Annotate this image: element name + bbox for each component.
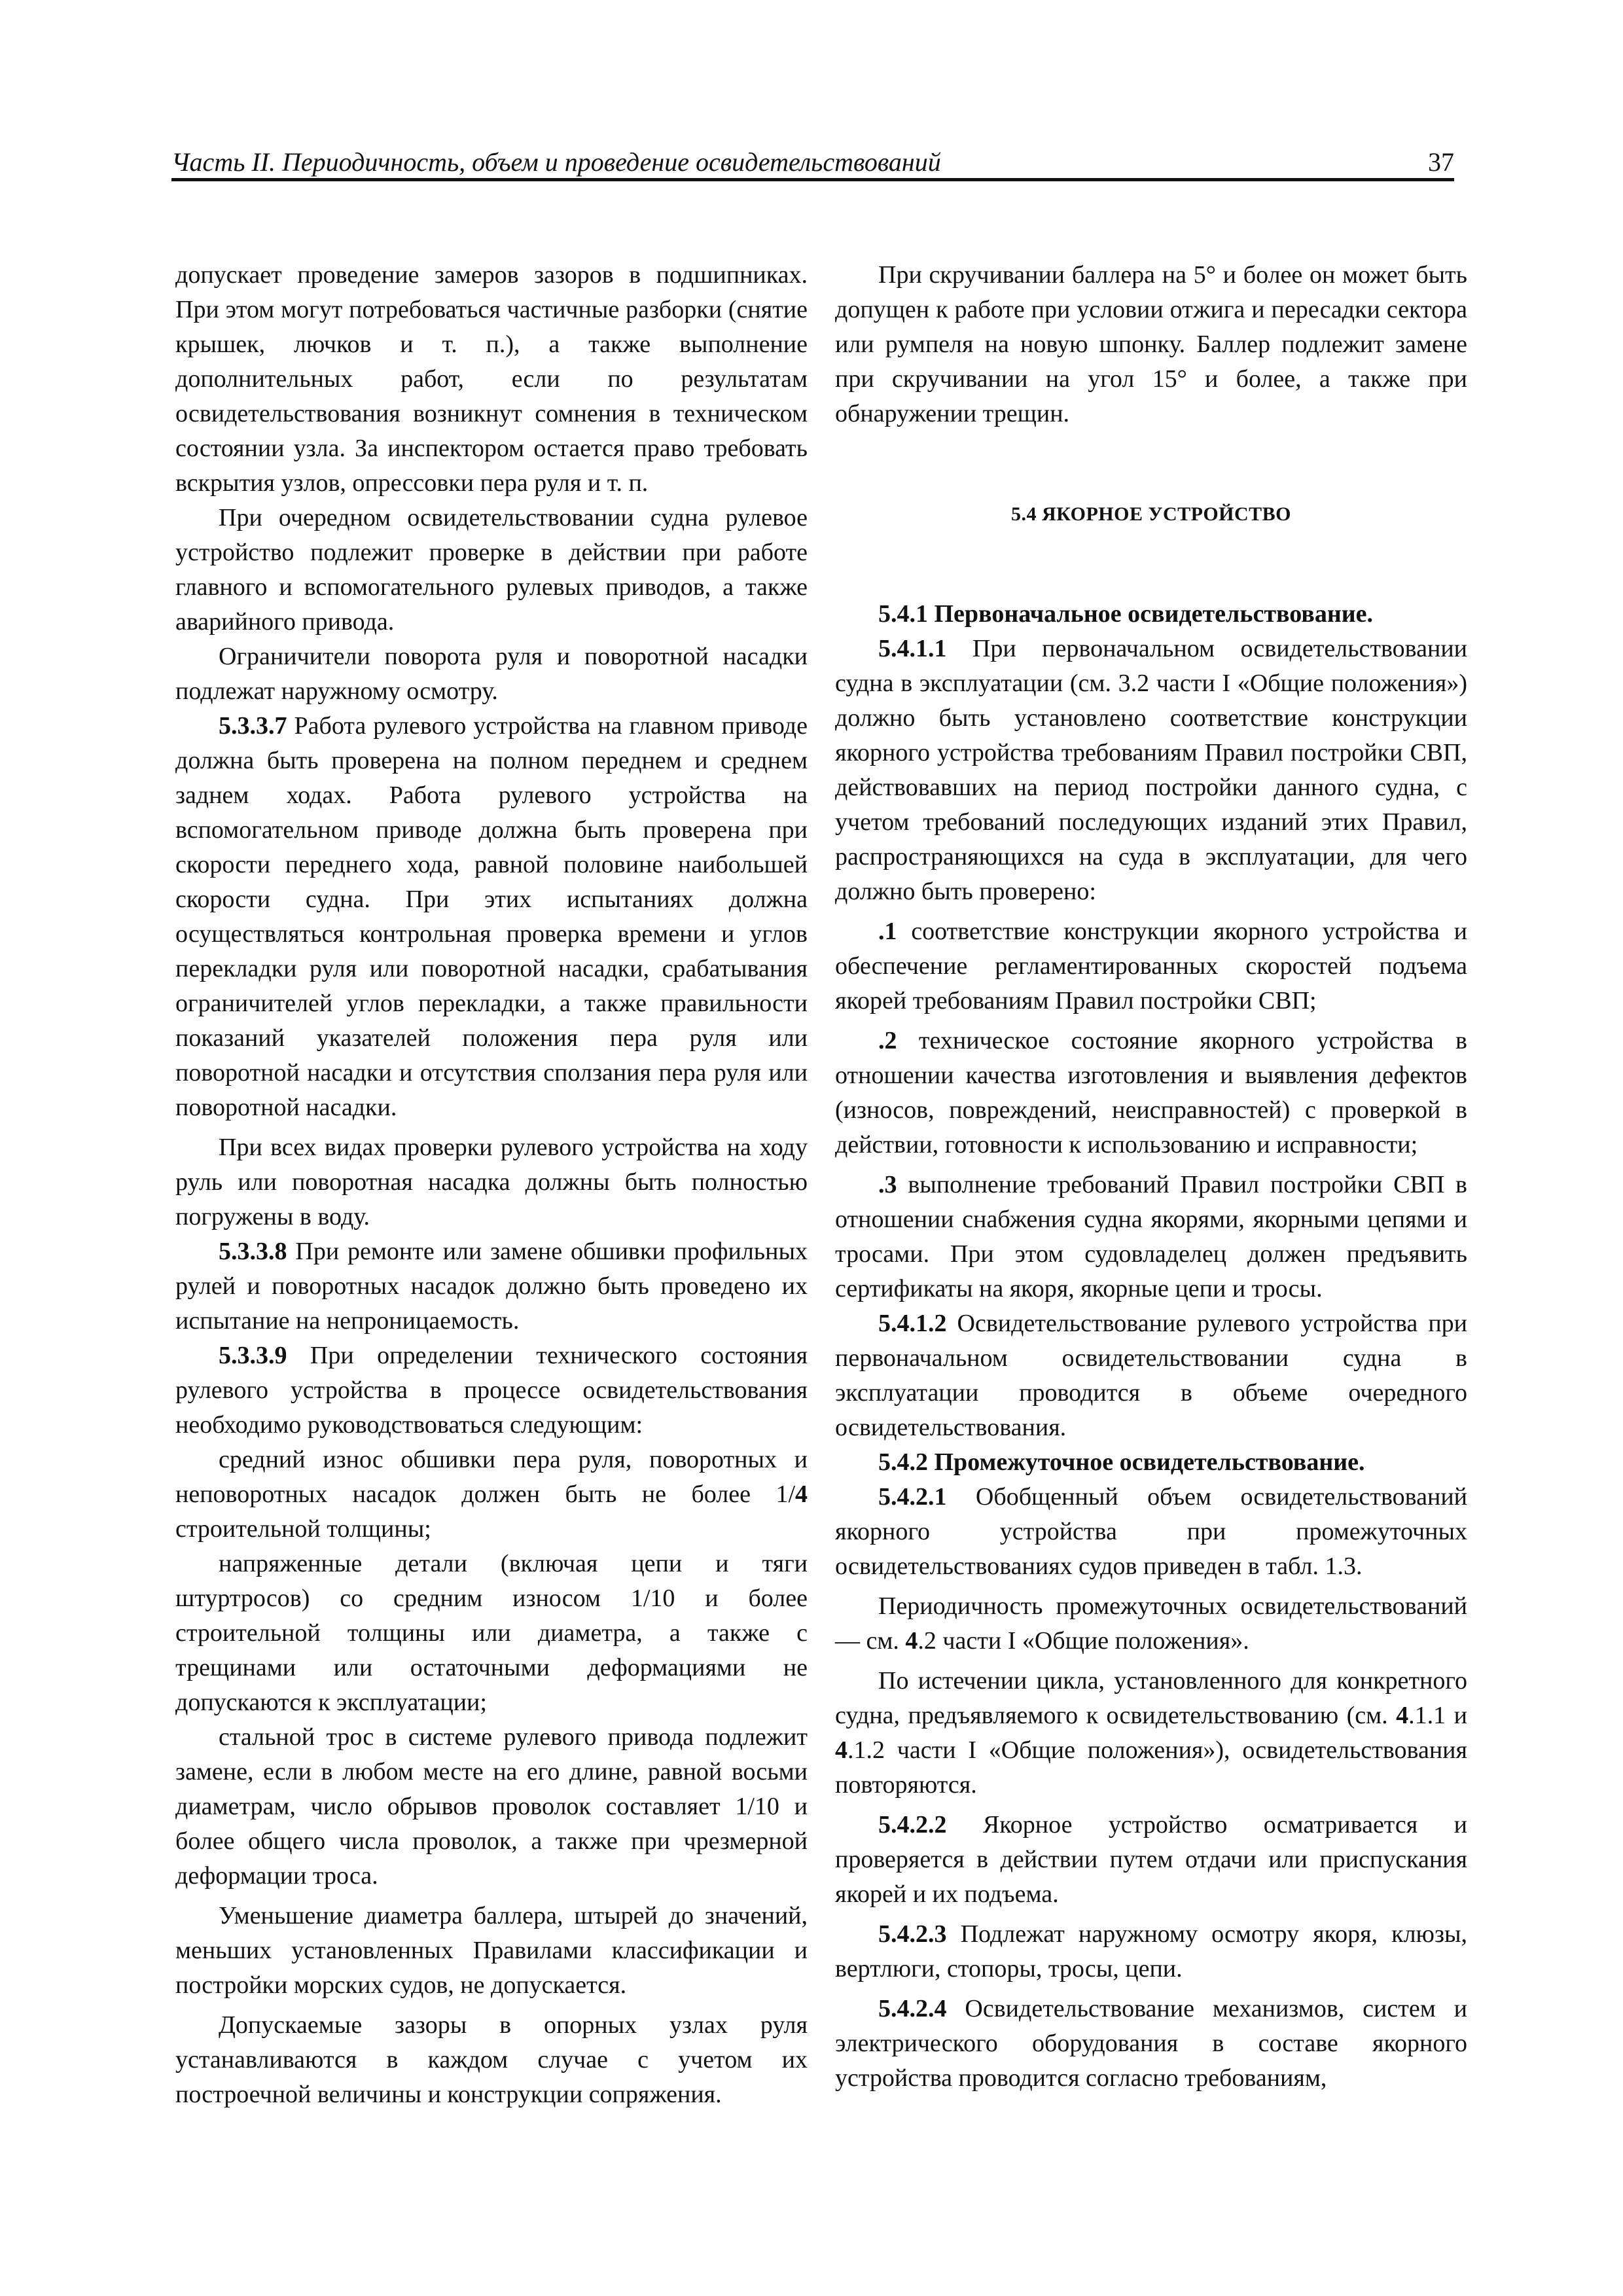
paragraph	[835, 632, 1467, 909]
heading-text: 5.4.1 Первоначальное освидетельствование.	[878, 600, 1373, 628]
paragraph	[835, 1664, 1467, 1803]
paragraph	[175, 709, 808, 1125]
paragraph-text: строительной толщины;	[175, 1515, 431, 1543]
paragraph: При всех видах проверки рулевого устройства на ходу руль или поворотная насадка должны быть полностью погружены в воду.	[175, 1134, 808, 1230]
paragraph: При скручивании баллера на 5° и более он может быть допущен к работе при условии отжига и пересадки сектора или румпеля на новую шпонку. Баллер подлежит замене при скручивании на угол 15° и более, а также при обнаружении трещин.	[835, 261, 1467, 427]
item-number: .3	[878, 1171, 897, 1198]
running-header	[171, 141, 1454, 181]
list-item	[835, 914, 1467, 1018]
paragraph-text: Обобщенный объем освидетельствований якорного устройства при промежуточных освидетельствованиях судов приведен в табл. 1.3.	[835, 1483, 1467, 1580]
bold-digit: 4	[835, 1736, 847, 1764]
paragraph	[835, 1992, 1467, 2096]
paragraph-text: .1.1 и	[1408, 1702, 1467, 1729]
paragraph-text: .1.2 части I «Общие положения»), освидетельствования повторяются.	[835, 1736, 1467, 1799]
clause-number: 5.3.3.8	[219, 1238, 287, 1265]
bold-digit: 4	[795, 1480, 808, 1508]
paragraph-text: средний износ обшивки пера руля, поворотных и неповоротных насадок должен быть не более 1/	[175, 1446, 808, 1508]
paragraph-text: Подлежат наружному осмотру якоря, клюзы, вертлюги, стопоры, тросы, цепи.	[835, 1920, 1467, 1982]
right-column	[835, 258, 1467, 2096]
item-number: .2	[878, 1027, 897, 1054]
subsection-heading	[835, 1445, 1467, 1480]
item-text: техническое состояние якорного устройства в отношении качества изготовления и выявления дефектов (износов, повреждений, неисправностей) с проверкой в действии, готовности к использованию и исправности;	[835, 1027, 1467, 1158]
clause-number: 5.4.2.2	[878, 1811, 947, 1839]
clause-number: 5.4.2.3	[878, 1920, 947, 1948]
paragraph	[835, 1917, 1467, 1986]
subsection-heading	[835, 597, 1467, 632]
paragraph-text: При ремонте или замене обшивки профильных рулей и поворотных насадок должно быть проведено их испытание на непроницаемость.	[175, 1238, 808, 1335]
paragraph: При очередном освидетельствовании судна рулевое устройство подлежит проверке в действии при работе главного и вспомогательного рулевых приводов, а также аварийного привода.	[175, 504, 808, 636]
paragraph	[835, 1808, 1467, 1912]
paragraph	[175, 1338, 808, 1443]
paragraph-text: Периодичность промежуточных освидетельствований — см.	[835, 1592, 1467, 1655]
paragraph: стальной трос в системе рулевого привода подлежит замене, если в любом месте на его длине, равной восьми диаметрам, число обрывов проволок составляет 1/10 и более общего числа проволок, а также при чрезмерной деформации троса.	[175, 1723, 808, 1890]
paragraph-text: Освидетельствование рулевого устройства при первоначальном освидетельствовании судна в эксплуатации проводится в объеме очередного освидетельствования.	[835, 1310, 1467, 1441]
paragraph-text: Освидетельствование механизмов, систем и электрического оборудования в составе якорного устройства проводится согласно требованиям,	[835, 1995, 1467, 2092]
bold-digit: 4	[1396, 1702, 1409, 1729]
paragraph-text: При первоначальном освидетельствовании судна в эксплуатации (см. 3.2 части I «Общие положения») должно быть установлено соответствие конструкции якорного устройства требованиям Правил постройки СВП, действовавших на период постройки данного судна, с учетом требований последующих изданий этих Правил, распространяющихся на суда в эксплуатации, для чего должно быть проверено:	[835, 635, 1467, 905]
bold-digit: 4	[905, 1627, 918, 1655]
header-title: Часть II. Периодичность, объем и проведение освидетельствований	[171, 147, 941, 177]
item-number: .1	[878, 918, 897, 945]
paragraph: напряженные детали (включая цепи и тяги штуртросов) со средним износом 1/10 и более строительной толщины или диаметра, а также с трещинами или остаточными деформациями не допускаются к эксплуатации;	[175, 1550, 808, 1716]
item-text: соответствие конструкции якорного устройства и обеспечение регламентированных скоростей подъема якорей требованиям Правил постройки СВП;	[835, 918, 1467, 1014]
page-number: 37	[1428, 147, 1454, 177]
paragraph: Допускаемые зазоры в опорных узлах руля устанавливаются в каждом случае с учетом их построечной величины и конструкции сопряжения.	[175, 2011, 808, 2108]
clause-number: 5.4.2.1	[878, 1483, 947, 1511]
left-column	[175, 258, 808, 2112]
paragraph	[835, 1306, 1467, 1445]
list-item	[835, 1168, 1467, 1306]
item-text: выполнение требований Правил постройки СВП в отношении снабжения судна якорями, якорными цепями и тросами. При этом судовладелец должен предъявить сертификаты на якоря, якорные цепи и тросы.	[835, 1171, 1467, 1302]
paragraph	[175, 1234, 808, 1338]
paragraph	[835, 1589, 1467, 1659]
paragraph	[835, 1480, 1467, 1584]
paragraph-text: При определении технического состояния рулевого устройства в процессе освидетельствования необходимо руководствоваться следующим:	[175, 1342, 808, 1439]
clause-number: 5.3.3.7	[219, 712, 287, 740]
paragraph: допускает проведение замеров зазоров в подшипниках. При этом могут потребоваться частичные разборки (снятие крышек, лючков и т. п.), а также выполнение дополнительных работ, если по результатам освидетельствования возникнут сомнения в техническом состоянии узла. За инспектором остается право требовать вскрытия узлов, опрессовки пера руля и т. п.	[175, 261, 808, 497]
paragraph-text: .2 части I «Общие положения».	[918, 1627, 1249, 1655]
clause-number: 5.4.2.4	[878, 1995, 947, 2022]
paragraph-text: По истечении цикла, установленного для конкретного судна, предъявляемого к освидетельствованию (см.	[835, 1667, 1467, 1729]
paragraph: Ограничители поворота руля и поворотной насадки подлежат наружному осмотру.	[175, 643, 808, 705]
paragraph-text: Якорное устройство осматривается и проверяется в действии путем отдачи или приспускания якорей и их подъема.	[835, 1811, 1467, 1908]
heading-text: 5.4.2 Промежуточное освидетельствование.	[878, 1448, 1365, 1476]
paragraph: Уменьшение диаметра баллера, штырей до значений, меньших установленных Правилами классификации и постройки морских судов, не допускается.	[175, 1902, 808, 1999]
paragraph	[175, 1443, 808, 1547]
clause-number: 5.4.1.1	[878, 635, 947, 662]
clause-number: 5.4.1.2	[878, 1310, 947, 1337]
section-title: 5.4 ЯКОРНОЕ УСТРОЙСТВО	[1010, 503, 1292, 525]
paragraph-text: Работа рулевого устройства на главном приводе должна быть проверена на полном переднем и среднем заднем ходах. Работа рулевого устройства на вспомогательном приводе должна быть проверена при скорости переднего хода, равной половине наибольшей скорости судна. При этих испытаниях должна осуществляться контрольная проверка времени и углов перекладки руля или поворотной насадки, срабатывания ограничителей углов перекладки, а также правильности показаний указателей положения пера руля или поворотной насадки и отсутствия сползания пера руля или поворотной насадки.	[175, 712, 808, 1121]
clause-number: 5.3.3.9	[219, 1342, 287, 1369]
list-item	[835, 1024, 1467, 1162]
